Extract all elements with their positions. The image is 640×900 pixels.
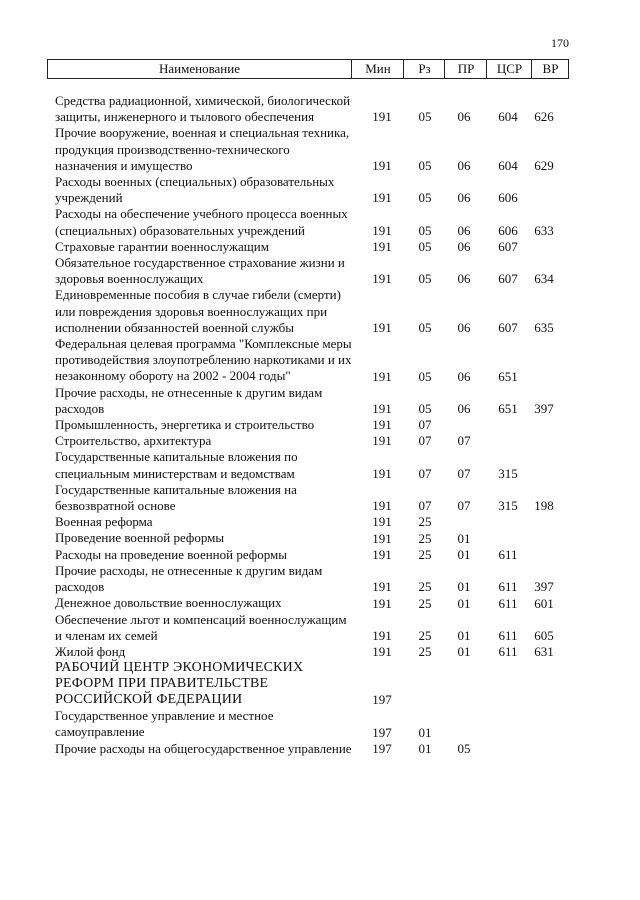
row-name: Расходы на проведение военной реформы [55,546,287,562]
row-name: Прочие расходы, не отнесенные к другим видам расходов [55,562,323,595]
table-row [0,530,640,546]
row-codes [0,741,640,757]
code-pr: 06 [457,222,471,238]
code-csr: 607 [498,271,518,287]
code-vr: 601 [534,595,554,611]
header-vr: ВР [531,60,569,78]
code-min: 197 [372,724,392,740]
row-codes [0,644,640,660]
code-csr: 606 [498,190,518,206]
code-csr: 611 [498,627,518,643]
row-codes [0,223,640,239]
row-name: Проведение военной реформы [55,530,225,546]
code-min: 191 [372,368,392,384]
code-vr: 397 [534,401,554,417]
code-rz: 25 [418,644,432,660]
row-codes [0,514,640,530]
row-codes [0,271,640,287]
row-name: Военная реформа [55,514,153,530]
code-min: 191 [372,627,392,643]
code-pr: 06 [457,190,471,206]
code-min: 191 [372,546,392,562]
row-codes [0,498,640,514]
table-row [0,433,640,449]
code-rz: 05 [418,271,432,287]
table-row [0,595,640,611]
code-rz: 25 [418,579,432,595]
header-pr: ПР [444,60,487,78]
row-name: Прочие расходы, не отнесенные к другим видам расходов [55,384,323,416]
code-csr: 611 [498,644,518,660]
code-vr: 629 [534,158,554,174]
code-min: 191 [372,644,392,660]
code-vr: 397 [534,579,554,595]
row-name: Государственные капитальные вложения по специальным министерствам и ведомствам [55,449,298,481]
code-csr: 607 [498,239,518,255]
code-rz: 01 [418,740,432,756]
code-rz: 05 [418,158,432,174]
code-csr: 606 [498,222,518,238]
row-name: Расходы на обеспечение учебного процесса военных (специальных) образовательных учреждений [55,206,348,238]
code-vr: 633 [534,222,554,238]
row-name: Средства радиационной, химической, биологической защиты, инженерного и тылового обеспечения [55,93,351,125]
table-row [0,644,640,660]
row-name: Обеспечение льгот и компенсаций военнослужащим и членам их семей [55,611,347,643]
row-codes [0,158,640,174]
table-row [0,125,640,174]
row-name: Прочие расходы на общегосударственное управление [55,740,352,756]
row-name: Страховые гарантии военнослужащим [55,238,269,254]
code-min: 191 [372,109,392,125]
code-csr: 315 [498,498,518,514]
row-name: Обязательное государственное страхование жизни и здоровья военнослужащих [55,255,345,287]
code-min: 191 [372,433,392,449]
table-row [0,563,640,595]
code-rz: 05 [418,401,432,417]
code-vr: 605 [534,627,554,643]
code-pr: 05 [457,740,471,756]
table-row [0,255,640,287]
code-min: 191 [372,595,392,611]
code-rz: 05 [418,320,432,336]
code-csr: 607 [498,320,518,336]
row-name: Единовременные пособия в случае гибели (смерти) или повреждения здоровья военнослужащих при исполнении обязанностей военной службы [55,287,341,335]
row-name: Федеральная целевая программа "Комплексные меры противодействия злоупотреблению наркотиками и их незаконному обороту на 2002 - 2004 годы" [55,336,352,384]
code-pr: 06 [457,401,471,417]
row-codes [0,725,640,741]
code-pr: 01 [457,579,471,595]
code-pr: 06 [457,109,471,125]
code-vr: 626 [534,109,554,125]
code-pr: 06 [457,271,471,287]
code-pr: 07 [457,498,471,514]
code-pr: 01 [457,530,471,546]
code-csr: 611 [498,595,518,611]
row-codes [0,692,640,708]
table-row [0,385,640,417]
table-row [0,417,640,433]
code-pr: 01 [457,546,471,562]
row-codes [0,531,640,547]
code-min: 191 [372,239,392,255]
table-row [0,660,640,708]
code-vr: 635 [534,320,554,336]
code-min: 191 [372,158,392,174]
table-row [0,482,640,514]
code-min: 197 [372,740,392,756]
code-csr: 611 [498,546,518,562]
code-rz: 05 [418,239,432,255]
code-rz: 07 [418,433,432,449]
table-row [0,174,640,206]
code-rz: 25 [418,595,432,611]
code-pr: 06 [457,320,471,336]
header-csr: ЦСР [486,60,532,78]
code-rz: 25 [418,627,432,643]
code-min: 191 [372,190,392,206]
code-rz: 25 [418,514,432,530]
table-row [0,449,640,481]
row-name: Строительство, архитектура [55,433,212,449]
code-csr: 651 [498,368,518,384]
table-row [0,708,640,740]
code-rz: 05 [418,222,432,238]
code-pr: 06 [457,368,471,384]
row-codes [0,239,640,255]
table-row [0,239,640,255]
code-csr: 315 [498,465,518,481]
row-name: Жилой фонд [55,643,126,659]
code-csr: 604 [498,158,518,174]
row-codes [0,547,640,563]
code-vr: 198 [534,498,554,514]
page-number: 170 [551,36,569,50]
code-min: 191 [372,271,392,287]
row-codes [0,109,640,125]
row-codes [0,417,640,433]
code-vr: 631 [534,644,554,660]
section-heading: РАБОЧИЙ ЦЕНТР ЭКОНОМИЧЕСКИХ РЕФОРМ ПРИ ПРАВИТЕЛЬСТВЕ РОССИЙСКОЙ ФЕДЕРАЦИИ [55,660,304,708]
row-name: Расходы военных (специальных) образовательных учреждений [55,174,335,206]
code-rz: 07 [418,465,432,481]
code-pr: 01 [457,644,471,660]
code-pr: 01 [457,627,471,643]
code-pr: 06 [457,158,471,174]
table-header [47,59,569,79]
code-rz: 25 [418,530,432,546]
code-pr: 07 [457,465,471,481]
code-min: 191 [372,320,392,336]
row-name: Прочие вооружение, военная и специальная техника, продукция производственно-технического назначения и имущество [55,125,350,173]
code-csr: 611 [498,579,518,595]
row-codes [0,190,640,206]
row-codes [0,369,640,385]
code-rz: 01 [418,724,432,740]
code-min: 191 [372,579,392,595]
code-min: 191 [372,498,392,514]
code-pr: 01 [457,595,471,611]
code-min: 191 [372,465,392,481]
code-rz: 05 [418,190,432,206]
row-codes [0,433,640,449]
row-name: Промышленность, энергетика и строительство [55,417,315,433]
code-rz: 07 [418,417,432,433]
code-min: 197 [372,692,392,708]
code-rz: 05 [418,368,432,384]
code-pr: 06 [457,239,471,255]
row-name: Государственное управление и местное самоуправление [55,708,274,740]
table-row [0,93,640,125]
budget-table-body [0,93,640,757]
header-min: Мин [351,60,404,78]
code-pr: 07 [457,433,471,449]
code-min: 191 [372,417,392,433]
row-name: Государственные капитальные вложения на безвозвратной основе [55,481,297,514]
code-csr: 651 [498,401,518,417]
code-min: 191 [372,530,392,546]
row-codes [0,579,640,595]
row-codes [0,320,640,336]
code-min: 191 [372,401,392,417]
table-row [0,287,640,336]
code-min: 191 [372,222,392,238]
table-row [0,206,640,238]
row-codes [0,401,640,417]
code-rz: 05 [418,109,432,125]
table-row [0,514,640,530]
table-row [0,612,640,644]
code-vr: 634 [534,271,554,287]
header-name: Наименование [159,61,240,76]
table-row [0,336,640,385]
table-row [0,547,640,563]
row-name: Денежное довольствие военнослужащих [55,595,282,611]
code-csr: 604 [498,109,518,125]
row-codes [0,628,640,644]
code-min: 191 [372,514,392,530]
code-rz: 25 [418,546,432,562]
code-rz: 07 [418,498,432,514]
header-rz: Рз [403,60,445,78]
row-codes [0,466,640,482]
row-codes [0,596,640,612]
table-row [0,741,640,757]
